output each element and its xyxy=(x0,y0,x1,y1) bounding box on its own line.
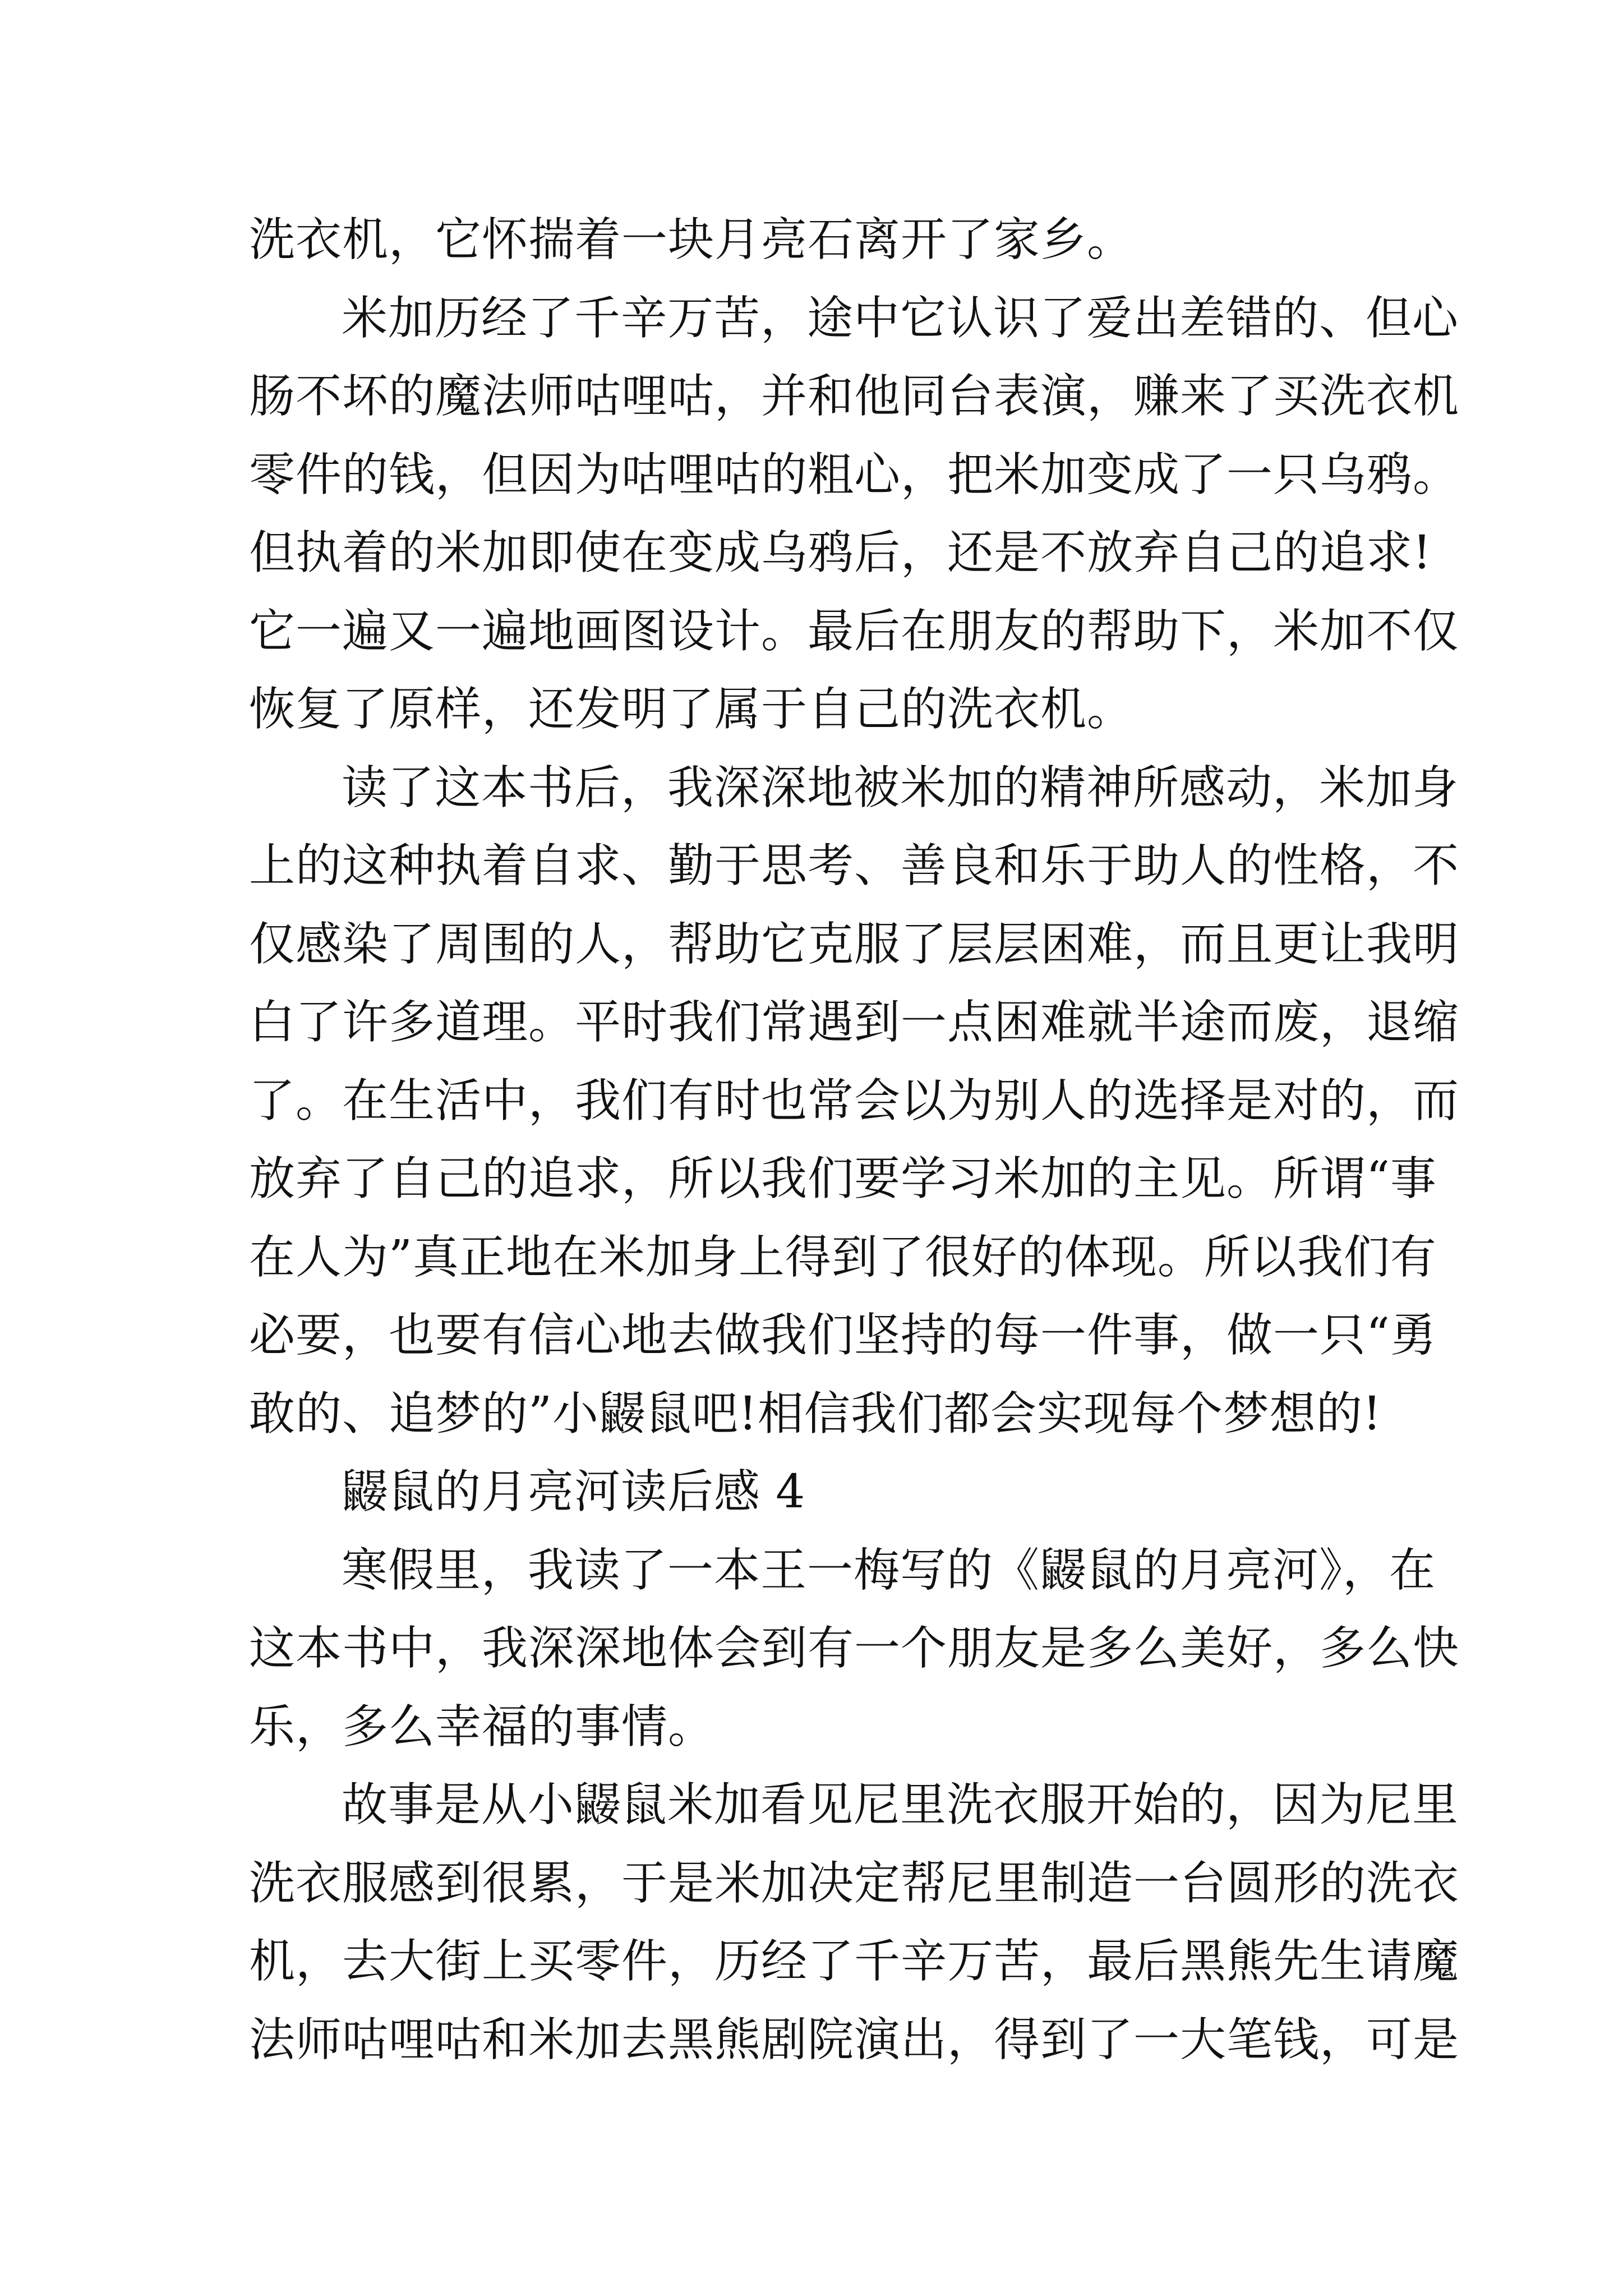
text-line: 洗衣服感到很累，于是米加决定帮尼里制造一台圆形的洗衣 xyxy=(249,1856,1460,1910)
text-line: 恢复了原样，还发明了属于自己的洗衣机。 xyxy=(249,683,1134,736)
text-line: 读了这本书后，我深深地被米加的精神所感动，米加身 xyxy=(342,761,1459,815)
text-line: 白了许多道理。平时我们常遇到一点困难就半途而废，退缩 xyxy=(249,996,1460,1049)
text-line: 这本书中，我深深地体会到有一个朋友是多么美好，多么快 xyxy=(249,1622,1460,1675)
text-line: 寒假里，我读了一本王一梅写的《鼹鼠的月亮河》，在 xyxy=(342,1543,1436,1597)
text-line: 了。在生活中，我们有时也常会以为别人的选择是对的，而 xyxy=(249,1074,1460,1128)
text-line: 故事是从小鼹鼠米加看见尼里洗衣服开始的，因为尼里 xyxy=(342,1778,1459,1832)
text-line: 在人为”真正地在米加身上得到了很好的体现。所以我们有 xyxy=(249,1230,1437,1284)
text-line: 零件的钱，但因为咕哩咕的粗心，把米加变成了一只乌鸦。 xyxy=(249,448,1460,501)
text-line: 米加历经了千辛万苦，途中它认识了爱出差错的、但心 xyxy=(342,291,1459,345)
text-line: 必要，也要有信心地去做我们坚持的每一件事，做一只“勇 xyxy=(249,1309,1437,1362)
section-heading: 鼹鼠的月亮河读后感 4 xyxy=(342,1465,806,1519)
document-body xyxy=(249,201,1460,2079)
text-line: 上的这种执着自求、勤于思考、善良和乐于助人的性格，不 xyxy=(249,839,1460,892)
text-line: 乐，多么幸福的事情。 xyxy=(249,1700,715,1754)
text-line: 机，去大街上买零件，历经了千辛万苦，最后黑熊先生请魔 xyxy=(249,1935,1460,1988)
text-line: 仅感染了周围的人，帮助它克服了层层困难，而且更让我明 xyxy=(249,917,1460,971)
text-line: 敢的、追梦的”小鼹鼠吧!相信我们都会实现每个梦想的! xyxy=(249,1387,1382,1441)
text-line: 洗衣机，它怀揣着一块月亮石离开了家乡。 xyxy=(249,213,1134,266)
text-line: 肠不坏的魔法师咕哩咕，并和他同台表演，赚来了买洗衣机 xyxy=(249,370,1460,423)
text-line: 放弃了自己的追求，所以我们要学习米加的主见。所谓“事 xyxy=(249,1152,1437,1205)
text-line: 它一遍又一遍地画图设计。最后在朋友的帮助下，米加不仅 xyxy=(249,604,1460,658)
text-line: 法师咕哩咕和米加去黑熊剧院演出，得到了一大笔钱，可是 xyxy=(249,2013,1460,2067)
text-line: 但执着的米加即使在变成乌鸦后，还是不放弃自己的追求! xyxy=(249,526,1432,579)
